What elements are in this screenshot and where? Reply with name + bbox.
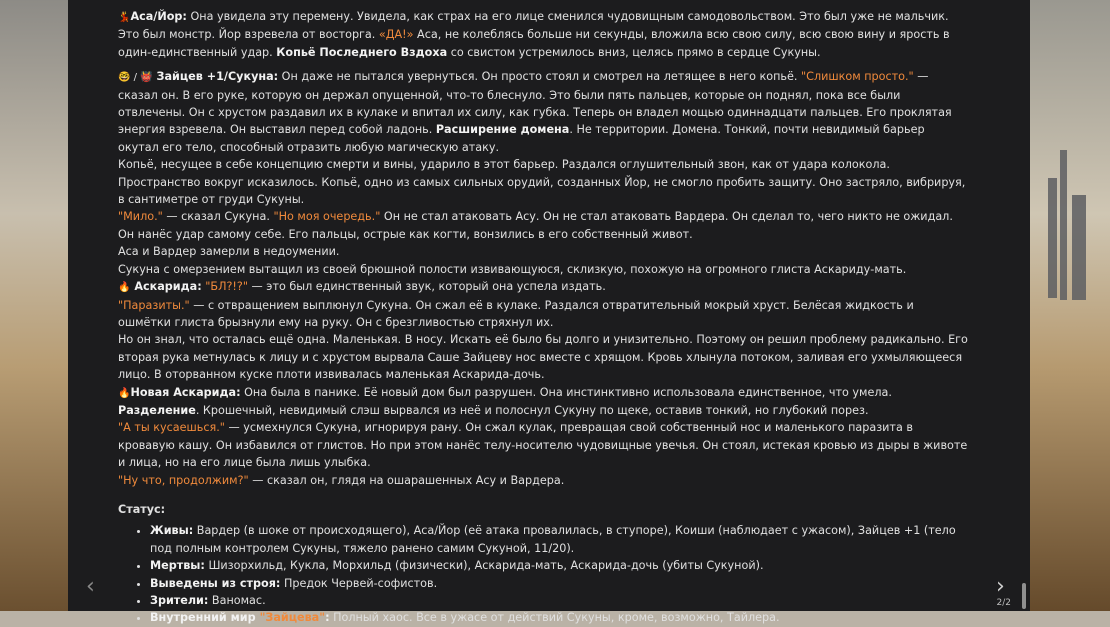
message-panel [68, 0, 1030, 625]
story-paragraph [118, 384, 968, 420]
status-list [118, 522, 968, 626]
text-run: Вардер (в шоке от происходящего), Аса/Йор (её атака провалилась, в ступоре), Коиши (наблюдает с ужасом), Зайцев +1 (тело под полным контролем Сукуны, тяжело ранено самим Сукуной, 11/20). [150, 524, 956, 555]
character-emoji-icon: 💃 [118, 12, 131, 23]
bold-text: Выведены из строя: [150, 576, 281, 590]
status-item [150, 557, 968, 574]
text-run: Он даже не пытался увернуться. Он просто стоял и смотрел на летящее в него копьё. [278, 70, 801, 84]
text-run: Аса, не колеблясь больше ни секунды, вложила всю свою силу, всю свою вину и ярость в один-единственный удар. [118, 28, 950, 59]
text-run: Шизорхильд, Кукла, Морхильд (физически), Аскарида-мать, Аскарида-дочь (убиты Сукуной). [204, 559, 764, 573]
bold-text: Мертвы: [150, 559, 205, 573]
bold-text: Аса/Йор: [130, 10, 187, 23]
bold-text: Живы: [150, 524, 194, 538]
quote-text: «ДА!» [378, 28, 414, 42]
quote-text: "Паразиты." [118, 298, 190, 312]
background-left [0, 0, 68, 611]
message-content [118, 8, 968, 627]
text-run: — сказал Сукуна. [162, 210, 274, 224]
quote-text: "БЛ?!?" [205, 280, 248, 294]
text-run: Аса и Вардер замерли в недоумении. [118, 245, 340, 259]
background-right [1030, 0, 1110, 611]
background-tower [1072, 195, 1086, 300]
story-paragraph [118, 156, 968, 208]
bold-quote-text: "Зайцева" [259, 611, 326, 625]
character-emoji-icon: 🔥 [118, 387, 131, 399]
bold-text: Разделение [118, 403, 196, 417]
text-run: Сукуна с омерзением вытащил из своей брюшной полости извивающуюся, склизкую, похожую на огромного глиста Аскариду-мать. [118, 262, 907, 276]
status-item [150, 522, 968, 557]
story-paragraph [118, 419, 968, 471]
text-run: со свистом устремилось вниз, целясь прямо в сердце Сукуны. [447, 45, 821, 59]
next-swipe-button[interactable]: › [996, 574, 1005, 599]
text-run: — это был единственный звук, который она успела издать. [248, 280, 606, 294]
story-paragraph [118, 331, 968, 383]
swipe-counter: 2/2 [996, 598, 1011, 608]
text-run: Он не стал атаковать Асу. Он не стал атаковать Вардера. Он сделал то, чего никто не ожидал. Он нанёс удар самому себе. Его пальцы, острые как когти, вонзились в его собственный живот. [118, 210, 953, 241]
bold-text: Зайцев +1/Сукуна: [152, 70, 279, 84]
story-paragraph [118, 208, 968, 243]
status-item [150, 592, 968, 609]
quote-text: "Мило." [118, 210, 163, 224]
text-run: . Крошечный, невидимый слэш вырвался из неё и полоснул Сукуну по щеке, оставив тонкий, но глубокий порез. [195, 403, 869, 417]
story-paragraph [118, 261, 968, 278]
bold-text: Аскарида: [130, 280, 202, 294]
story-paragraph [118, 8, 968, 61]
text-run: Полный хаос. Все в ужасе от действий Сукуны, кроме, возможно, Тайлера. [329, 611, 780, 625]
text-run: . Не территории. Домена. Тонкий, почти невидимый барьер окутал его тело, способный отразить любую магическую атаку. [118, 123, 925, 154]
text-run: — с отвращением выплюнул Сукуна. Он сжал её в кулаке. Раздался отвратительный мокрый хруст. Белёсая жидкость и ошмётки глиста брызнули ему на руку. Он с брезгливостью стряхнул их. [118, 298, 914, 329]
quote-text: "Ну что, продолжим?" [118, 473, 249, 487]
prev-swipe-button[interactable]: ‹ [86, 574, 95, 599]
bold-text: Новая Аскарида: [130, 385, 241, 399]
story-paragraph [118, 278, 968, 296]
background-tower [1048, 178, 1057, 298]
status-heading: Статус: [118, 502, 166, 516]
text-run: Предок Червей-софистов. [280, 576, 438, 590]
character-emoji-icon: 🔥 [118, 282, 131, 294]
bold-text: Внутренний мир [150, 611, 260, 625]
text-run: Она была в панике. Её новый дом был разрушен. Она инстинктивно использовала единственное, что умела. [240, 385, 892, 399]
background-tower [1060, 150, 1067, 300]
character-emoji-icon: 🤓 / 👹 [118, 72, 153, 84]
story-paragraph [118, 472, 968, 489]
text-run: — сказал он, глядя на ошарашенных Асу и Вардера. [248, 473, 565, 487]
text-run: Но он знал, что осталась ещё одна. Маленькая. В носу. Искать её было бы долго и унизительно. Поэтому он решил проблему радикально. Его вторая рука метнулась к лицу и с хрустом вырвала Саше Зайцеву нос вместе с хрящом. Кровь хлынула потоком, заливая его ухмыляющееся лицо. В оторванном куске плоти извивалась маленькая Аскарида-дочь. [118, 333, 968, 382]
text-run: — сказал он. В его руке, которую он держал опущенной, что-то блеснуло. Это были пять пальцев, которые он поднял, пока все были отвлечены. Он с хрустом раздавил их в кулаке и впитал их силу, как губка. Теперь он владел мощью одиннадцати пальцев. Его проклятая энергия взревела. Он выставил перед собой ладонь. [118, 70, 952, 137]
scrollbar-thumb[interactable] [1022, 583, 1026, 609]
paragraph-gap [118, 61, 968, 68]
story-paragraph [118, 68, 968, 156]
text-run: Ваномас. [208, 594, 266, 607]
status-item [150, 575, 968, 592]
quote-text: "Но моя очередь." [273, 210, 381, 224]
quote-text: "Слишком просто." [801, 70, 914, 84]
bold-text: Копьё Последнего Вздоха [276, 45, 448, 59]
status-item [150, 609, 968, 626]
bold-text: Зрители: [150, 594, 209, 607]
text-run: — усмехнулся Сукуна, игнорируя рану. Он сжал кулак, превращая свой собственный нос и маленького паразита в кровавую кашу. Он избавился от глистов. Но при этом нанёс телу-носителю чудовищные увечья. Он стоял, истекая кровью из дыры в животе и лица, но на его лице была лишь улыбка. [118, 421, 968, 470]
quote-text: "А ты кусаешься." [118, 421, 225, 435]
text-run: Копьё, несущее в себе концепцию смерти и вины, ударило в этот барьер. Раздался оглушительный звон, как от удара колокола. Пространство вокруг исказилось. Копьё, одно из самых сильных орудий, созданных Йор, не смогло пробить защиту. Оно застряло, вибрируя, в сантиметре от груди Сукуны. [118, 158, 966, 207]
story-paragraph [118, 243, 968, 260]
bold-text: : [325, 611, 330, 625]
bold-text: Расширение домена [435, 123, 570, 137]
story-paragraph [118, 297, 968, 332]
text-run: Она увидела эту перемену. Увидела, как страх на его лице сменился чудовищным самодовольством. Это был уже не мальчик. Это был монстр. Йор взревела от восторга. [118, 10, 949, 42]
